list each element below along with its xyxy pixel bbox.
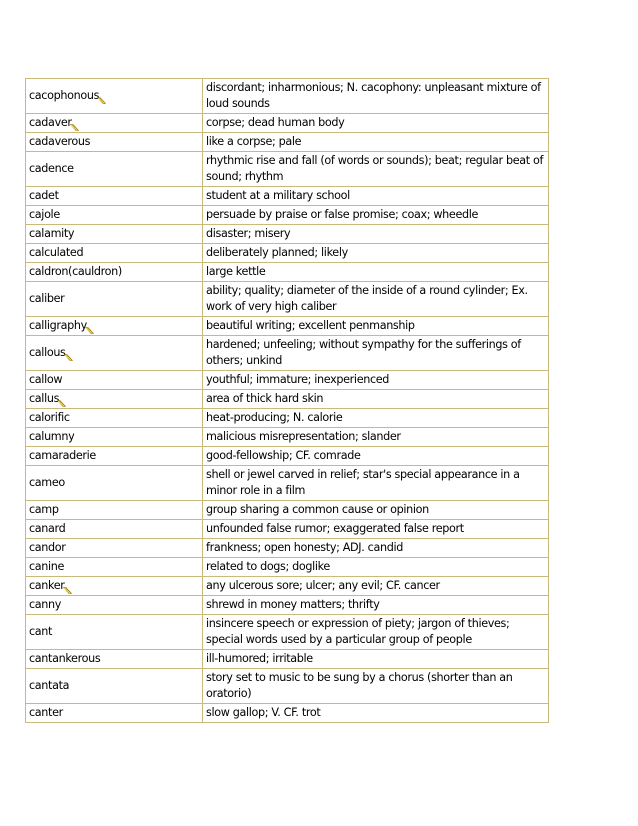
word-text: callus (29, 392, 60, 405)
definition-cell: shrewd in money matters; thrifty (203, 596, 549, 615)
definition-cell: ill-humored; irritable (203, 650, 549, 669)
word-text: calumny (29, 430, 75, 443)
table-row (26, 447, 549, 466)
table-row (26, 520, 549, 539)
definition-cell: ability; quality; diameter of the inside of a round cylinder; Ex. work of very high caliber (203, 282, 549, 317)
definition-cell: deliberately planned; likely (203, 244, 549, 263)
speaker-annotation-icon[interactable] (64, 354, 73, 361)
word-cell (26, 615, 203, 650)
word-cell (26, 650, 203, 669)
word-cell (26, 577, 203, 596)
table-row (26, 669, 549, 704)
word-cell (26, 133, 203, 152)
word-cell (26, 263, 203, 282)
table-row (26, 225, 549, 244)
word-cell (26, 704, 203, 723)
word-text: cadet (29, 189, 59, 202)
table-row (26, 282, 549, 317)
definition-cell: malicious misrepresentation; slander (203, 428, 549, 447)
table-row (26, 133, 549, 152)
word-cell (26, 114, 203, 133)
table-row (26, 336, 549, 371)
definition-cell: rhythmic rise and fall (of words or sounds); beat; regular beat of sound; rhythm (203, 152, 549, 187)
table-row (26, 409, 549, 428)
word-text: canter (29, 706, 63, 719)
word-text: cacophonous (29, 89, 100, 102)
word-cell (26, 225, 203, 244)
word-text: camp (29, 503, 59, 516)
word-text: cadence (29, 162, 74, 175)
table-row (26, 704, 549, 723)
table-row (26, 539, 549, 558)
table-row (26, 206, 549, 225)
speaker-annotation-icon[interactable] (57, 400, 66, 407)
word-text: cantankerous (29, 652, 101, 665)
vocabulary-table (25, 78, 549, 723)
definition-cell: good-fellowship; CF. comrade (203, 447, 549, 466)
word-cell (26, 466, 203, 501)
word-cell (26, 447, 203, 466)
word-text: caldron(cauldron) (29, 265, 122, 278)
table-row (26, 390, 549, 409)
word-cell (26, 501, 203, 520)
table-row (26, 317, 549, 336)
table-row (26, 263, 549, 282)
word-text: cameo (29, 476, 65, 489)
definition-cell: like a corpse; pale (203, 133, 549, 152)
word-text: cadaver (29, 116, 72, 129)
word-cell (26, 152, 203, 187)
definition-cell: unfounded false rumor; exaggerated false report (203, 520, 549, 539)
table-row (26, 114, 549, 133)
speaker-annotation-icon[interactable] (63, 587, 72, 594)
table-row (26, 79, 549, 114)
word-text: canny (29, 598, 62, 611)
definition-cell: any ulcerous sore; ulcer; any evil; CF. cancer (203, 577, 549, 596)
definition-cell: discordant; inharmonious; N. cacophony: unpleasant mixture of loud sounds (203, 79, 549, 114)
vocabulary-table-body (26, 79, 549, 723)
word-text: cajole (29, 208, 60, 221)
definition-cell: youthful; immature; inexperienced (203, 371, 549, 390)
definition-cell: slow gallop; V. CF. trot (203, 704, 549, 723)
word-text: caliber (29, 292, 65, 305)
word-cell (26, 206, 203, 225)
table-row (26, 466, 549, 501)
definition-cell: shell or jewel carved in relief; star's special appearance in a minor role in a film (203, 466, 549, 501)
word-text: calamity (29, 227, 75, 240)
definition-cell: area of thick hard skin (203, 390, 549, 409)
word-cell (26, 371, 203, 390)
definition-cell: heat-producing; N. calorie (203, 409, 549, 428)
speaker-annotation-icon[interactable] (85, 327, 94, 334)
table-row (26, 577, 549, 596)
word-cell (26, 520, 203, 539)
speaker-annotation-icon[interactable] (70, 124, 79, 131)
word-text: candor (29, 541, 66, 554)
definition-cell: story set to music to be sung by a chorus (shorter than an oratorio) (203, 669, 549, 704)
definition-cell: corpse; dead human body (203, 114, 549, 133)
table-row (26, 371, 549, 390)
word-text: calligraphy (29, 319, 87, 332)
word-cell (26, 317, 203, 336)
speaker-annotation-icon[interactable] (97, 97, 106, 104)
definition-cell: frankness; open honesty; ADJ. candid (203, 539, 549, 558)
word-cell (26, 282, 203, 317)
word-text: callow (29, 373, 63, 386)
word-cell (26, 558, 203, 577)
word-cell (26, 187, 203, 206)
table-row (26, 187, 549, 206)
word-text: canard (29, 522, 66, 535)
definition-cell: related to dogs; doglike (203, 558, 549, 577)
word-text: callous (29, 346, 66, 359)
word-cell (26, 390, 203, 409)
definition-cell: group sharing a common cause or opinion (203, 501, 549, 520)
table-row (26, 650, 549, 669)
word-text: cadaverous (29, 135, 91, 148)
word-text: canker (29, 579, 65, 592)
word-cell (26, 336, 203, 371)
word-text: cantata (29, 679, 70, 692)
definition-cell: disaster; misery (203, 225, 549, 244)
word-cell (26, 79, 203, 114)
table-row (26, 152, 549, 187)
table-row (26, 596, 549, 615)
word-cell (26, 409, 203, 428)
definition-cell: hardened; unfeeling; without sympathy for the sufferings of others; unkind (203, 336, 549, 371)
word-cell (26, 244, 203, 263)
definition-cell: insincere speech or expression of piety; jargon of thieves; special words used by a particular group of people (203, 615, 549, 650)
table-row (26, 428, 549, 447)
word-text: canine (29, 560, 65, 573)
definition-cell: student at a military school (203, 187, 549, 206)
word-cell (26, 539, 203, 558)
word-text: calorific (29, 411, 70, 424)
word-cell (26, 596, 203, 615)
word-text: calculated (29, 246, 84, 259)
word-text: camaraderie (29, 449, 96, 462)
word-text: cant (29, 625, 53, 638)
word-cell (26, 669, 203, 704)
definition-cell: beautiful writing; excellent penmanship (203, 317, 549, 336)
definition-cell: large kettle (203, 263, 549, 282)
table-row (26, 501, 549, 520)
definition-cell: persuade by praise or false promise; coax; wheedle (203, 206, 549, 225)
table-row (26, 615, 549, 650)
word-cell (26, 428, 203, 447)
table-row (26, 244, 549, 263)
table-row (26, 558, 549, 577)
